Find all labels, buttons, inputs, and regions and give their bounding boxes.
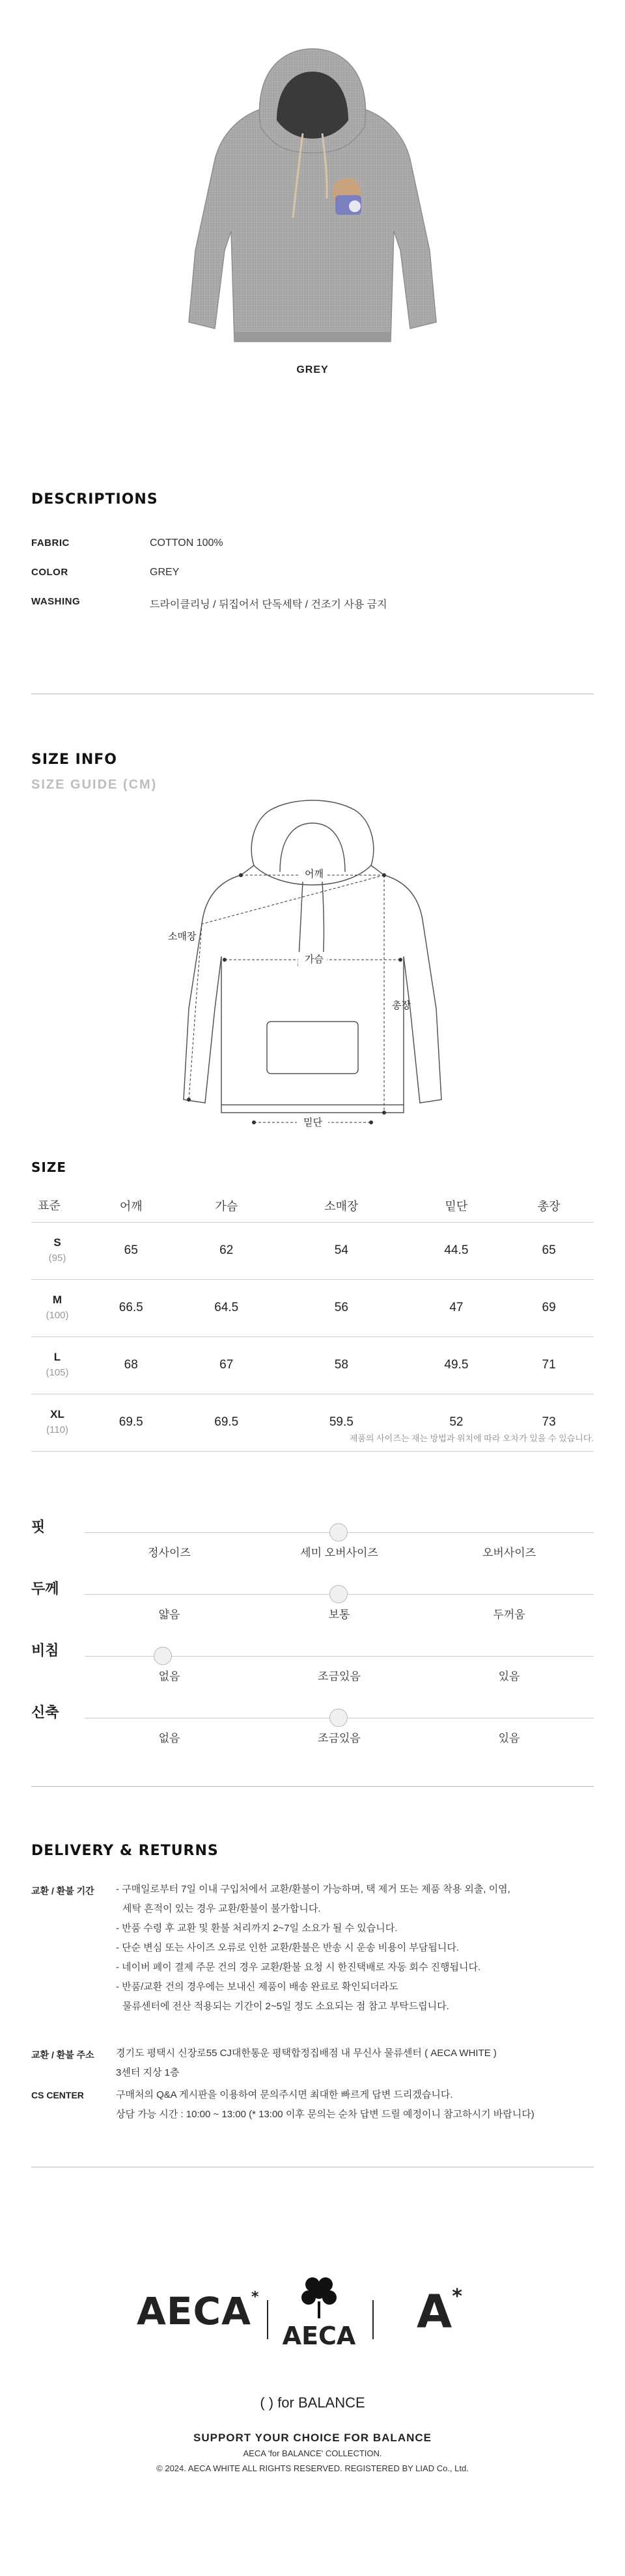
transparency-option: 없음 [158,1670,180,1683]
descriptions-title: DESCRIPTIONS [31,491,158,508]
fit-slider-knob [329,1523,348,1541]
size-cell: 66.5 [83,1279,179,1336]
text-line: 경기도 평택시 신장로55 CJ대한통운 평택합정집배점 내 무신사 물류센터 ( AECA WHITE ) [116,2048,497,2059]
size-cell: 71 [504,1336,594,1394]
diagram-chest-label: 가슴 [305,953,324,965]
diagram-hem-label: 밑단 [303,1117,322,1128]
diagram-length-label: 총장 [392,999,411,1011]
size-cell: 69.5 [83,1394,179,1451]
thickness-slider-knob [329,1585,348,1603]
footer-tagline: SUPPORT YOUR CHOICE FOR BALANCE [193,2432,432,2444]
logo-separator [267,2300,268,2339]
size-cell: 59.5 [274,1394,409,1451]
logo-text: AECA [137,2289,251,2333]
size-standard: (100) [46,1310,69,1321]
cs-center-label: CS CENTER [31,2090,84,2100]
text-line: 상담 가능 시간 : 10:00 ~ 13:00 (* 13:00 이후 문의는 순차 답변 드릴 예정이니 참고하시기 바랍니다) [116,2109,535,2120]
a-monogram-logo: A* [417,2285,462,2339]
divider [31,1786,594,1787]
text-line: - 단순 변심 또는 사이즈 오류로 인한 교환/환불은 반송 시 운송 비용이 부담됩니다. [116,1942,460,1953]
size-cell: 69 [504,1279,594,1336]
size-cell: 52 [409,1394,505,1451]
text-line: 구매처의 Q&A 게시판을 이용하여 문의주시면 최대한 빠르게 답변 드리겠습니다. [116,2089,453,2100]
size-cell: 62 [179,1222,275,1279]
thickness-option: 얇음 [158,1608,180,1621]
color-value: GREY [150,567,180,578]
size-header-standard: 표준 [31,1189,83,1222]
size-info-title: SIZE INFO [31,752,117,768]
fabric-label: FABRIC [31,537,70,549]
fit-option: 정사이즈 [148,1547,191,1559]
size-cell: 49.5 [409,1336,505,1394]
thickness-label: 두께 [31,1580,59,1597]
text-line: - 반품 수령 후 교환 및 환불 처리까지 2~7일 소요가 될 수 있습니다. [116,1923,398,1934]
size-cell: 64.5 [179,1279,275,1336]
size-header-length: 총장 [504,1189,594,1222]
size-cell: 68 [83,1336,179,1394]
return-address-text [116,2044,497,2083]
size-table-note: 제품의 사이즈는 재는 방법과 위치에 따라 오차가 있을 수 있습니다. [349,1433,594,1443]
size-name: XL [50,1408,64,1420]
product-hoodie-image [169,36,456,355]
size-standard: (95) [48,1253,66,1264]
transparency-slider-knob [154,1647,172,1665]
size-cell: 44.5 [409,1222,505,1279]
thickness-option: 보통 [328,1608,350,1621]
fit-label: 핏 [31,1519,46,1535]
size-header-chest: 가슴 [179,1189,275,1222]
delivery-title: DELIVERY & RETURNS [31,1843,219,1859]
size-table-title: SIZE [31,1159,67,1175]
stretch-label: 신축 [31,1704,59,1720]
washing-value: 드라이클리닝 / 뒤집어서 단독세탁 / 건조기 사용 금지 [150,599,387,610]
fit-option: 세미 오버사이즈 [300,1547,378,1559]
cs-center-text [116,2085,535,2124]
table-row [31,1279,594,1336]
size-cell: 58 [274,1336,409,1394]
size-standard: (105) [46,1367,69,1378]
transparency-label: 비침 [31,1642,59,1659]
transparency-option: 조금있음 [318,1670,361,1683]
stretch-option: 있음 [498,1732,520,1744]
exchange-period-label: 교환 / 환불 기간 [31,1886,94,1896]
stretch-option: 없음 [158,1732,180,1744]
washing-label: WASHING [31,596,81,607]
text-line: - 반품/교환 건의 경우에는 보내신 제품이 배송 완료로 확인되더라도 [116,1981,398,1992]
clover-icon [298,2274,340,2320]
exchange-period-text [116,1880,510,2016]
transparency-option: 있음 [498,1670,520,1683]
size-name: M [52,1294,62,1306]
stretch-slider-knob [329,1709,348,1727]
thickness-option: 두꺼움 [493,1608,525,1621]
footer-copyright: © 2024. AECA WHITE ALL RIGHTS RESERVED. REGISTERED BY LIAD Co., Ltd. [156,2463,469,2473]
text-line: - 구매일로부터 7일 이내 구입처에서 교환/환불이 가능하며, 택 제거 또는 제품 착용 외출, 이염, [116,1884,510,1895]
size-header-shoulder: 어깨 [83,1189,179,1222]
size-cell: 69.5 [179,1394,275,1451]
product-color-caption: GREY [296,364,329,375]
size-name: S [53,1236,61,1249]
logo-separator [372,2300,374,2339]
size-cell: 65 [83,1222,179,1279]
text-line: 물류센터에 전산 적용되는 기간이 2~5일 정도 소요되는 점 참고 부탁드립니다. [122,2001,449,2012]
return-address-label: 교환 / 환불 주소 [31,2050,94,2060]
color-label: COLOR [31,567,68,578]
size-table-header-row [31,1189,594,1222]
footer-collection: AECA 'for BALANCE' COLLECTION. [243,2448,382,2458]
fabric-value: COTTON 100% [150,537,223,549]
size-cell: 73 [504,1394,594,1451]
size-header-sleeve: 소매장 [274,1189,409,1222]
size-table [31,1189,594,1452]
text-line: 3센터 지상 1층 [116,2067,180,2078]
size-cell: 54 [274,1222,409,1279]
diagram-shoulder-label: 어깨 [305,868,324,880]
size-cell: 47 [409,1279,505,1336]
text-line: 세탁 흔적이 있는 경우 교환/환불이 불가합니다. [122,1903,321,1914]
stretch-option: 조금있음 [318,1732,361,1744]
logo-text: A [417,2285,452,2339]
size-cell: 56 [274,1279,409,1336]
size-header-hem: 밑단 [409,1189,505,1222]
aeca-clover-logo-text: AECA [282,2322,356,2350]
fit-option: 오버사이즈 [482,1547,536,1559]
size-guide-subtitle: SIZE GUIDE (CM) [31,778,158,792]
for-balance-line: ( ) for BALANCE [260,2394,365,2411]
size-name: L [53,1351,61,1363]
size-cell: 67 [179,1336,275,1394]
size-standard: (110) [46,1424,68,1435]
aeca-wordmark-logo: AECA* [137,2289,260,2333]
size-guide-diagram [156,794,469,1132]
text-line: - 네이버 페이 결제 주문 건의 경우 교환/환불 요청 시 한진택배로 자동 회수 진행됩니다. [116,1962,481,1973]
table-row [31,1336,594,1394]
table-row [31,1222,594,1279]
diagram-sleeve-label: 소매장 [168,930,197,942]
size-cell: 65 [504,1222,594,1279]
